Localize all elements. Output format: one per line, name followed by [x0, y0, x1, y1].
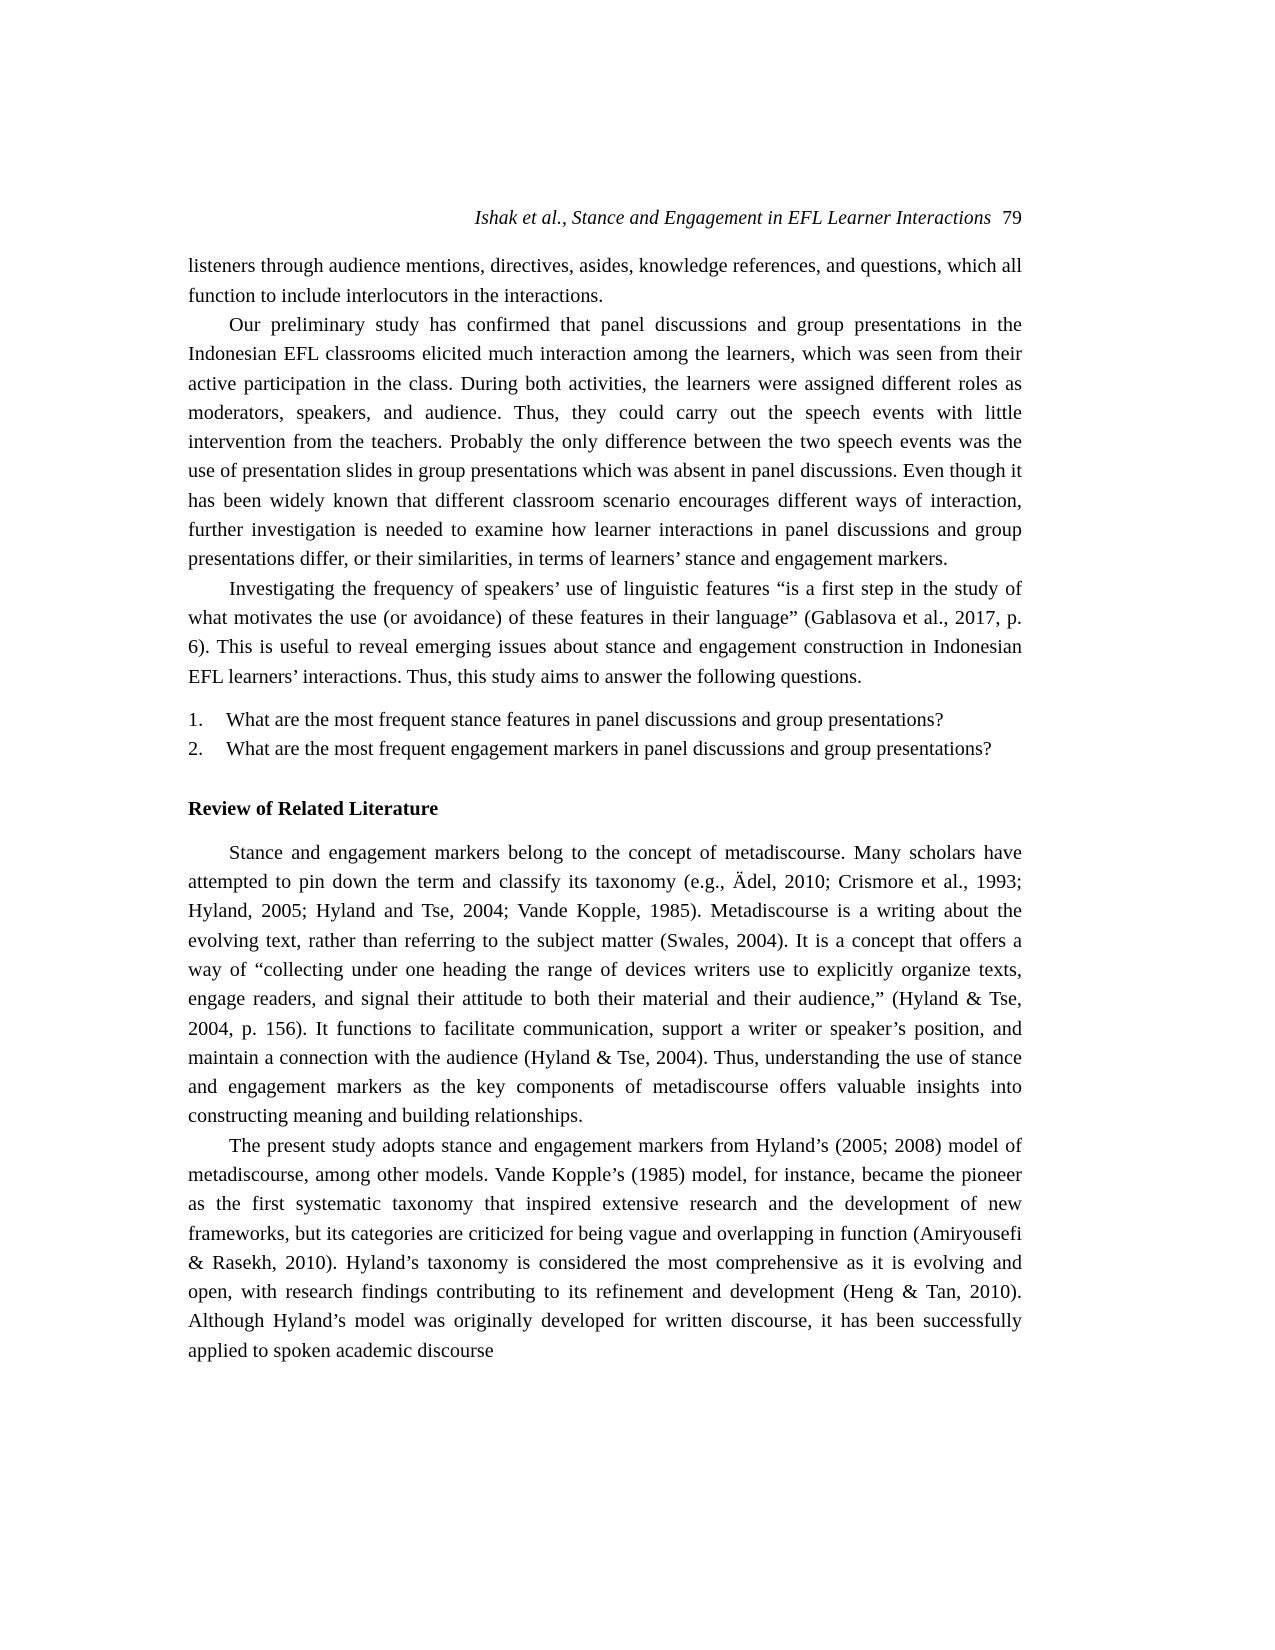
paragraph-hyland-model: The present study adopts stance and engagement markers from Hyland’s (2005; 2008) model of metadiscourse, among other models. Vande Kopple’s (1985) model, for instance, became the pioneer as the first systematic taxonomy that inspired extensive research and the development of new frameworks, but its categories are criticized for being vague and overlapping in function (Amiryousefi & Rasekh, 2010). Hyland’s taxonomy is considered the most comprehensive as it is evolving and open, with research findings contributing to its refinement and development (Heng & Tan, 2010). Although Hyland’s model was originally developed for written discourse, it has been successfully applied to spoken academic discourse: [188, 1134, 1022, 1362]
research-question-text: What are the most frequent engagement markers in panel discussions and group presentations?: [226, 738, 992, 761]
research-question-number: 1.: [188, 708, 204, 731]
research-question-item: [188, 735, 1022, 764]
spacer-after-heading: [188, 825, 1022, 839]
spacer-before-heading: [188, 764, 1022, 795]
spacer-before-questions: [188, 692, 1022, 706]
page-content: [188, 207, 1022, 1366]
page-number: 79: [1002, 208, 1022, 229]
section-heading-review-of-related-literature: Review of Related Literature: [188, 798, 439, 821]
paragraph-continued: listeners through audience mentions, directives, asides, knowledge references, and questions, which all function to include interlocutors in the interactions.: [188, 255, 1022, 307]
running-head: [188, 207, 1022, 231]
research-question-text: What are the most frequent stance features in panel discussions and group presentations?: [226, 708, 944, 731]
paragraph-metadiscourse-concept: Stance and engagement markers belong to the concept of metadiscourse. Many scholars have attempted to pin down the term and classify its taxonomy (e.g., Ädel, 2010; Crismore et al., 1993; Hyland, 2005; Hyland and Tse, 2004; Vande Kopple, 1985). Metadiscourse is a writing about the evolving text, rather than referring to the subject matter (Swales, 2004). It is a concept that offers a way of “collecting under one heading the range of devices writers use to explicitly organize texts, engage readers, and signal their attitude to both their material and their audience,” (Hyland & Tse, 2004, p. 156). It functions to facilitate communication, support a writer or speaker’s position, and maintain a connection with the audience (Hyland & Tse, 2004). Thus, understanding the use of stance and engagement markers as the key components of metadiscourse offers valuable insights into constructing meaning and building relationships.: [188, 841, 1022, 1128]
research-questions-list: [188, 706, 1022, 765]
research-question-number: 2.: [188, 738, 204, 761]
paragraph-preliminary-study: Our preliminary study has confirmed that panel discussions and group presentations in the Indonesian EFL classrooms elicited much interaction among the learners, which was seen from their active participation in the class. During both activities, the learners were assigned different roles as moderators, speakers, and audience. Thus, they could carry out the speech events with little intervention from the teachers. Probably the only difference between the two speech events was the use of presentation slides in group presentations which was absent in panel discussions. Even though it has been widely known that different classroom scenario encourages different ways of interaction, further investigation is needed to examine how learner interactions in panel discussions and group presentations differ, or their similarities, in terms of learners’ stance and engagement markers.: [188, 313, 1022, 571]
paragraph-investigating-frequency: Investigating the frequency of speakers’ use of linguistic features “is a first step in the study of what motivates the use (or avoidance) of these features in their language” (Gablasova et al., 2017, p. 6). This is useful to reveal emerging issues about stance and engagement construction in Indonesian EFL learners’ interactions. Thus, this study aims to answer the following questions.: [188, 577, 1022, 688]
running-head-title: Ishak et al., Stance and Engagement in EFL Learner Interactions: [474, 208, 992, 229]
research-question-item: [188, 706, 1022, 735]
